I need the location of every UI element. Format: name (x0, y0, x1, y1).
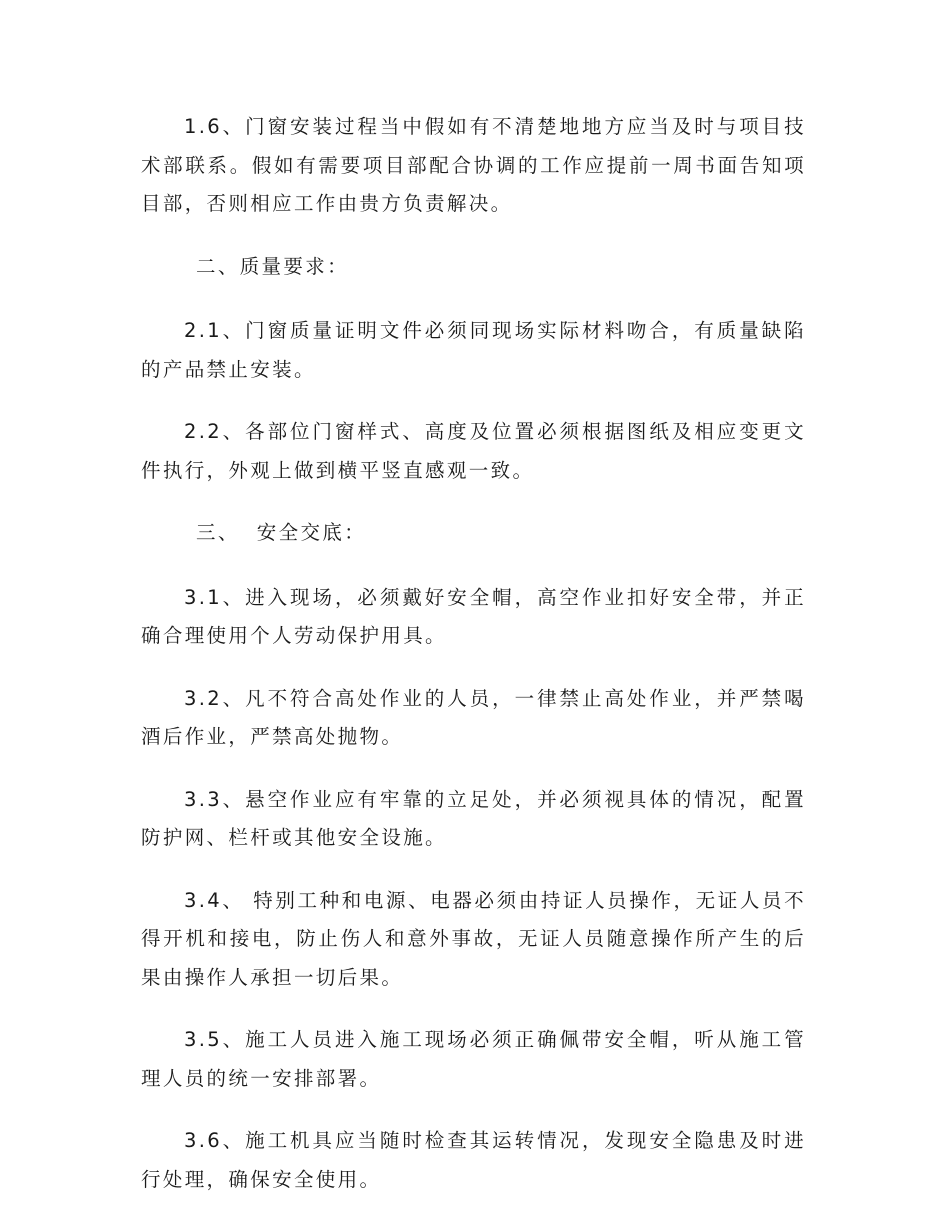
paragraph-3-3: 3.3、悬空作业应有牢靠的立足处，并必须视具体的情况，配置防护网、栏杆或其他安全设施。 (141, 787, 806, 849)
paragraph-3-6: 3.6、施工机具应当随时检查其运转情况，发现安全隐患及时进行处理，确保安全使用。 (141, 1129, 806, 1191)
document-page (141, 108, 806, 1223)
paragraph-3-2: 3.2、凡不符合高处作业的人员，一律禁止高处作业，并严禁喝酒后作业，严禁高处抛物。 (141, 686, 806, 748)
paragraph-3-5: 3.5、施工人员进入施工现场必须正确佩带安全帽，听从施工管理人员的统一安排部署。 (141, 1028, 806, 1090)
section-heading-quality: 二、质量要求： (196, 254, 349, 278)
paragraph-3-1: 3.1、进入现场，必须戴好安全帽，高空作业扣好安全带，并正确合理使用个人劳动保护用具。 (141, 585, 806, 647)
paragraph-1-6: 1.6、门窗安装过程当中假如有不清楚地地方应当及时与项目技术部联系。假如有需要项目部配合协调的工作应提前一周书面告知项目部，否则相应工作由贵方负责解决。 (141, 115, 806, 215)
paragraph-2-2: 2.2、各部位门窗样式、高度及位置必须根据图纸及相应变更文件执行，外观上做到横平竖直感观一致。 (141, 420, 806, 482)
paragraph-3-4: 3.4、 特别工种和电源、电器必须由持证人员操作，无证人员不得开机和接电，防止伤人和意外事故，无证人员随意操作所产生的后果由操作人承担一切后果。 (141, 888, 806, 989)
paragraph-2-1: 2.1、门窗质量证明文件必须同现场实际材料吻合，有质量缺陷的产品禁止安装。 (141, 319, 806, 381)
section-heading-safety: 三、 安全交底： (196, 521, 367, 544)
